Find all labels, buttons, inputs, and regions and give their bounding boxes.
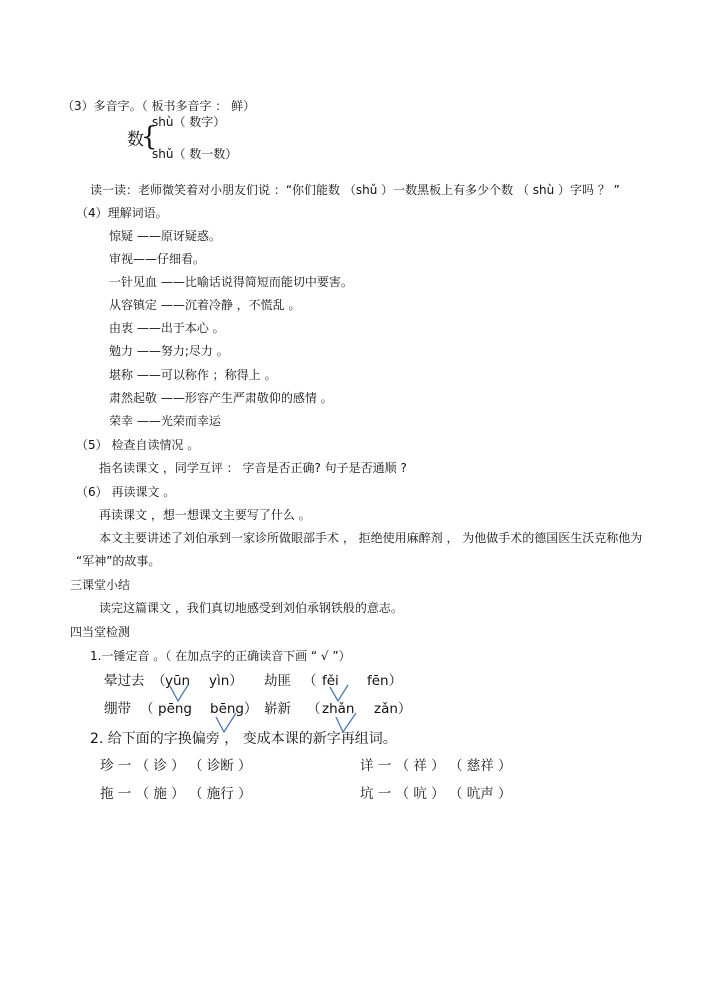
reading-shu4: shù（ 数字） [152,115,226,129]
vocab-item: 勉力 ——努力;尽力 。 [109,344,229,358]
word-yunguoqu: 晕过去 [104,673,145,689]
vocab-item: 审视——仔细看。 [109,252,206,266]
vocab-item: 肃然起敬 ——形容产生严肃敬仰的感情 。 [109,391,333,405]
section5-line: 指名读课文 ，同学互评 ： 字音是否正确? 句子是否通顺 ? [99,461,407,475]
test-question1: 1.一锤定音 。（ 在加点字的正确读音下画 “ √ ”） [90,649,351,663]
pinyin-option-beng: bēng） [210,701,258,717]
pinyin-option-fen: fēn） [367,673,403,689]
section5-heading: （5） 检查自读情况 。 [76,438,200,452]
pinyin-option-peng: pēng [158,701,193,717]
section6-line2: 本文主要讲述了刘伯承到一家诊所做眼部手术 ， 拒绝使用麻醉剂 ， 为他做手术的德国医生沃克称他为 [99,531,643,545]
radical-pair-right: 坑 一 （ 吭 ） （ 吭声 ） [360,786,512,802]
word-jiefei: 劫匪 [264,673,291,689]
check-mark-icon [168,684,190,704]
test-question2: 2. 给下面的字换偏旁 ， 变成本课的新字再组词。 [90,731,397,747]
bracket-open: （ [140,701,154,717]
section4-heading: （4）理解词语。 [76,206,168,220]
section6-line3: “军神”的故事。 [76,554,161,568]
vocab-item: 惊疑 ——原讶疑惑。 [109,229,221,243]
section6-heading: （6） 再读课文 。 [76,485,176,499]
bracket-open: （ [152,673,166,689]
summary-heading: 三课堂小结 [70,578,131,592]
radical-pair-left: 拖 一 （ 施 ） （ 施行 ） [100,786,252,802]
reading-shu3: shǔ（ 数一数） [152,147,238,161]
section3-heading: （3）多音字。（ 板书多音字 ： 鲜） [62,99,256,113]
radical-pair-right: 详 一 （ 祥 ） （ 慈祥 ） [360,758,512,774]
pinyin-option-fei: fěi [322,673,339,689]
pinyin-option-yun: yūn [165,673,191,689]
word-zhanxin: 崭新 [264,701,291,717]
vocab-item: 堪称 ——可以称作 ；称得上 。 [109,368,277,382]
bracket-open: （ [307,701,321,717]
radical-pair-left: 珍 一 （ 诊 ） （ 诊断 ） [100,758,252,774]
summary-line: 读完这篇课文 ，我们真切地感受到刘伯承钢铁般的意志。 [99,601,403,615]
vocab-item: 由衷 ——出于本心 。 [109,321,225,335]
pinyin-option-yin: yìn） [209,673,243,689]
test-heading: 四当堂检测 [70,625,131,639]
vocab-item: 荣幸 ——光荣而幸运 [109,414,221,428]
check-mark-icon [328,684,350,704]
pinyin-option-zhan: zhǎn [322,701,355,717]
bracket-open: （ [303,673,317,689]
polyphone-char: 数 [127,130,144,150]
vocab-item: 一针见血 ——比喻话说得简短而能切中要害。 [109,275,353,289]
brace-symbol: { [141,122,158,152]
word-bengdai: 绷带 [104,701,131,717]
pinyin-option-zan: zǎn） [374,701,412,717]
vocab-item: 从容镇定 ——沉着冷静 ，不慌乱 。 [109,298,301,312]
read-aloud-line: 读一读：老师微笑着对小朋友们说 ：“你们能数 （shǔ ）一数黑板上有多少个数 （ shù ）字吗 ？ ” [90,183,620,197]
section6-line1: 再读课文 ，想一想课文主要写了什么 。 [99,508,311,522]
